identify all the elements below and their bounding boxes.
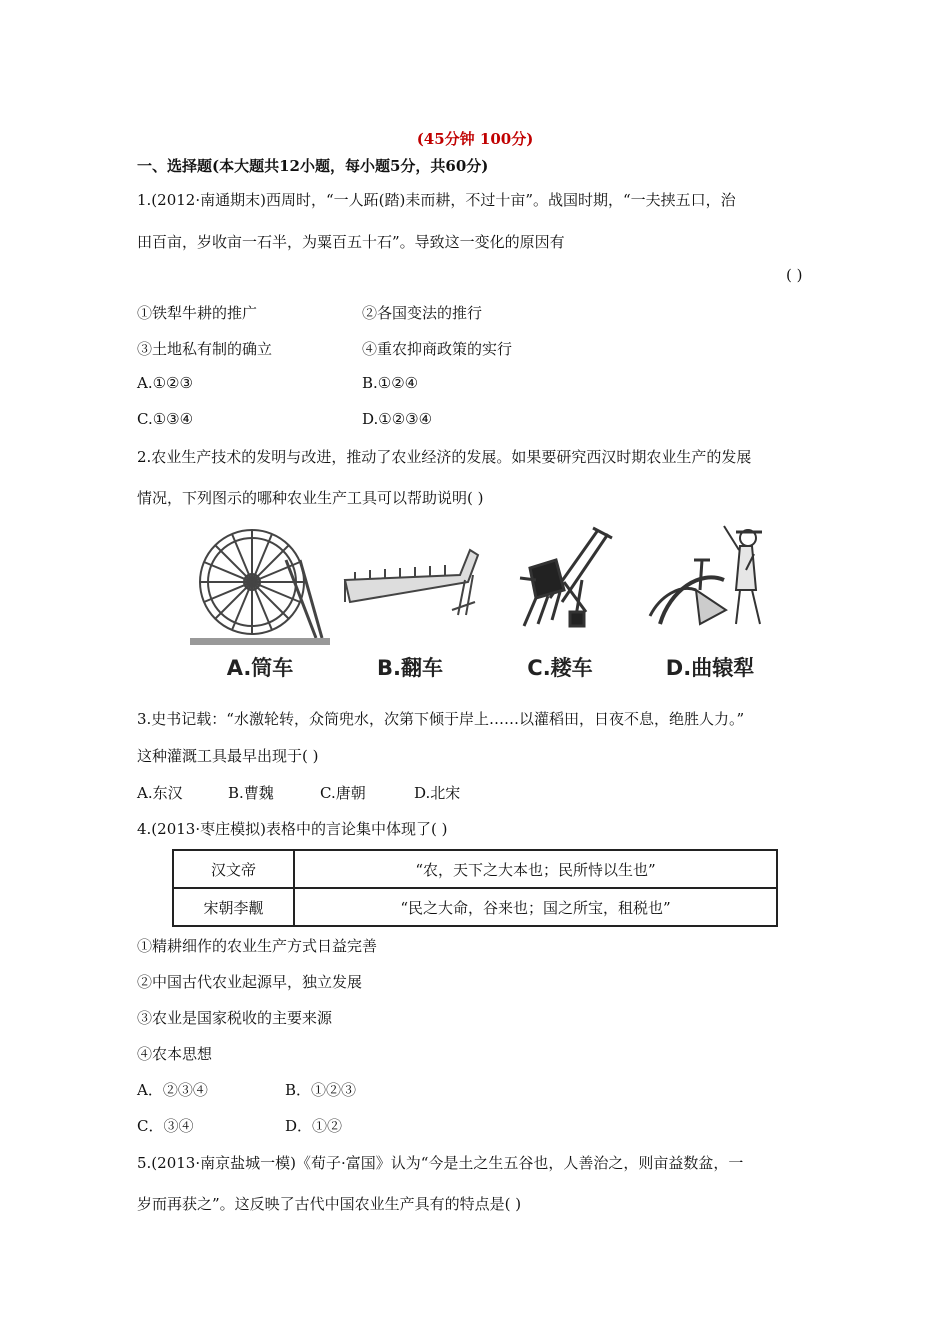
q3-option-d: D.北宋 [414,784,461,802]
q1-line-1: 1.(2012·南通期末)西周时，“一人跖(踏)耒而耕，不过十亩”。战国时期，“一夫挟五口，治 [137,191,736,209]
q1-item-2: ②各国变法的推行 [362,304,483,322]
chain-pump-icon [340,520,480,645]
table-cell-person: 汉文帝 [173,850,294,888]
q1-option-b: B.①②④ [362,374,419,392]
q3-line-2: 这种灌溉工具最早出现于( ) [137,747,319,765]
time-score-header: (45分钟 100分) [416,130,534,148]
q3-line-1: 3.史书记载：“水激轮转，众筒兜水，次第下倾于岸上……以灌稻田，日夜不息，绝胜人力。” [137,710,745,728]
q4-option-b: B．①②③ [285,1081,357,1099]
seed-drill-icon [490,520,630,645]
q4-option-a: A．②③④ [137,1081,208,1099]
q3-option-c: C.唐朝 [320,784,366,802]
figure-caption-d: D.曲辕犁 [665,656,755,680]
q1-item-1: ①铁犁牛耕的推广 [137,304,258,322]
q4-item-3: ③农业是国家税收的主要来源 [137,1009,333,1027]
q2-line-2: 情况，下列图示的哪种农业生产工具可以帮助说明( ) [137,489,484,507]
q4-item-1: ①精耕细作的农业生产方式日益完善 [137,937,378,955]
water-wheel-icon [190,520,330,645]
figure-caption-a: A.筒车 [226,656,294,680]
q1-item-4: ④重农抑商政策的实行 [362,340,513,358]
figure-chain-pump [340,520,480,685]
q4-quote-table [172,849,778,927]
q4-item-4: ④农本思想 [137,1045,213,1063]
q1-line-2: 田百亩，岁收亩一石半，为粟百五十石”。导致这一变化的原因有 [137,233,565,251]
q1-option-a: A.①②③ [137,374,193,392]
curved-plow-icon [640,520,780,645]
q1-answer-paren: ( ) [786,266,803,284]
q1-option-c: C.①③④ [137,410,194,428]
q3-option-a: A.东汉 [137,784,183,802]
table-cell-quote: “农，天下之大本也；民所恃以生也” [294,850,777,888]
figure-water-wheel [190,520,330,685]
q3-option-b: B.曹魏 [228,784,274,802]
figure-caption-b: B.翻车 [377,656,443,680]
q4-item-2: ②中国古代农业起源早，独立发展 [137,973,363,991]
figure-curved-plow [640,520,780,685]
table-cell-person: 宋朝李觏 [173,888,294,926]
figure-seed-drill [490,520,630,685]
q4-line-1: 4.(2013·枣庄模拟)表格中的言论集中体现了( ) [137,820,448,838]
q4-option-d: D．①② [285,1117,343,1135]
q4-option-c: C．③④ [137,1117,194,1135]
q2-line-1: 2.农业生产技术的发明与改进，推动了农业经济的发展。如果要研究西汉时期农业生产的发展 [137,448,752,466]
q5-line-1: 5.(2013·南京盐城一模)《荀子·富国》认为“今是土之生五谷也，人善治之，则亩益数盆，一 [137,1154,744,1172]
q1-option-d: D.①②③④ [362,410,433,428]
table-row [173,888,777,926]
q2-figures [190,520,790,690]
section-title: 一、选择题(本大题共12小题，每小题5分，共60分) [137,157,489,175]
q1-item-3: ③土地私有制的确立 [137,340,273,358]
table-row [173,850,777,888]
table-cell-quote: “民之大命，谷来也；国之所宝，租税也” [294,888,777,926]
q5-line-2: 岁而再获之”。这反映了古代中国农业生产具有的特点是( ) [137,1195,522,1213]
figure-caption-c: C.耧车 [527,656,593,680]
